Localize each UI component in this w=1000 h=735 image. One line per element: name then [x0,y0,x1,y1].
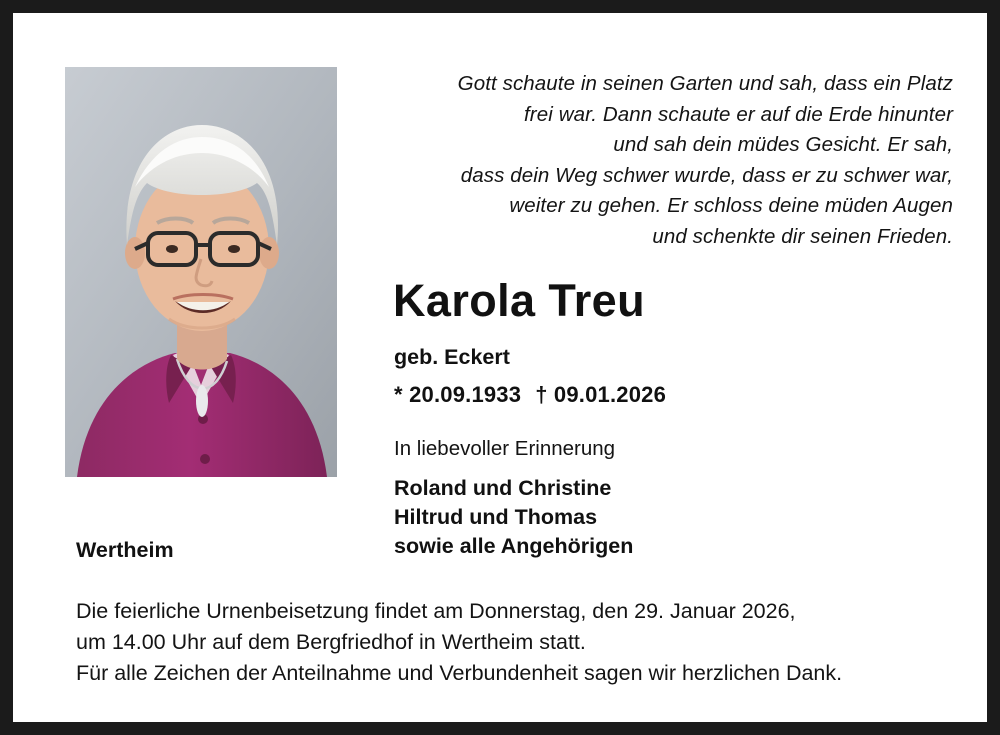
poem-text [433,69,953,252]
poem-line: frei war. Dann schaute er auf die Erde hinunter [524,102,953,126]
funeral-detail-line: Für alle Zeichen der Anteilnahme und Verbundenheit sagen wir herzlichen Dank. [76,661,843,685]
poem-line: weiter zu gehen. Er schloss deine müden Augen [509,194,953,217]
portrait-photo [65,67,337,477]
birth-date: * 20.09.1933 [394,382,522,407]
poem-line: Gott schaute in seinen Garten und sah, dass ein Platz [457,72,953,95]
maiden-name: geb. Eckert [394,345,510,369]
survivor-line: Roland und Christine [394,476,612,500]
memory-line: In liebevoller Erinnerung [394,437,616,460]
city-name: Wertheim [76,538,174,562]
deceased-name: Karola Treu [393,275,645,326]
survivor-line: Hiltrud und Thomas [394,505,598,529]
notice-inner [13,13,987,722]
funeral-details [76,596,966,689]
survivor-line: sowie alle Angehörigen [394,534,634,558]
funeral-detail-line: um 14.00 Uhr auf dem Bergfriedhof in Wertheim statt. [76,630,586,654]
poem-line: dass dein Weg schwer wurde, dass er zu schwer war, [460,163,953,187]
portrait-image [65,67,337,477]
poem-line: und schenkte dir seinen Frieden. [652,224,953,248]
life-dates [394,382,666,408]
death-date: † 09.01.2026 [535,382,667,407]
poem-line: und sah dein müdes Gesicht. Er sah, [613,133,953,156]
survivors-list [394,474,633,561]
funeral-detail-line: Die feierliche Urnenbeisetzung findet am Donnerstag, den 29. Januar 2026, [76,599,796,623]
